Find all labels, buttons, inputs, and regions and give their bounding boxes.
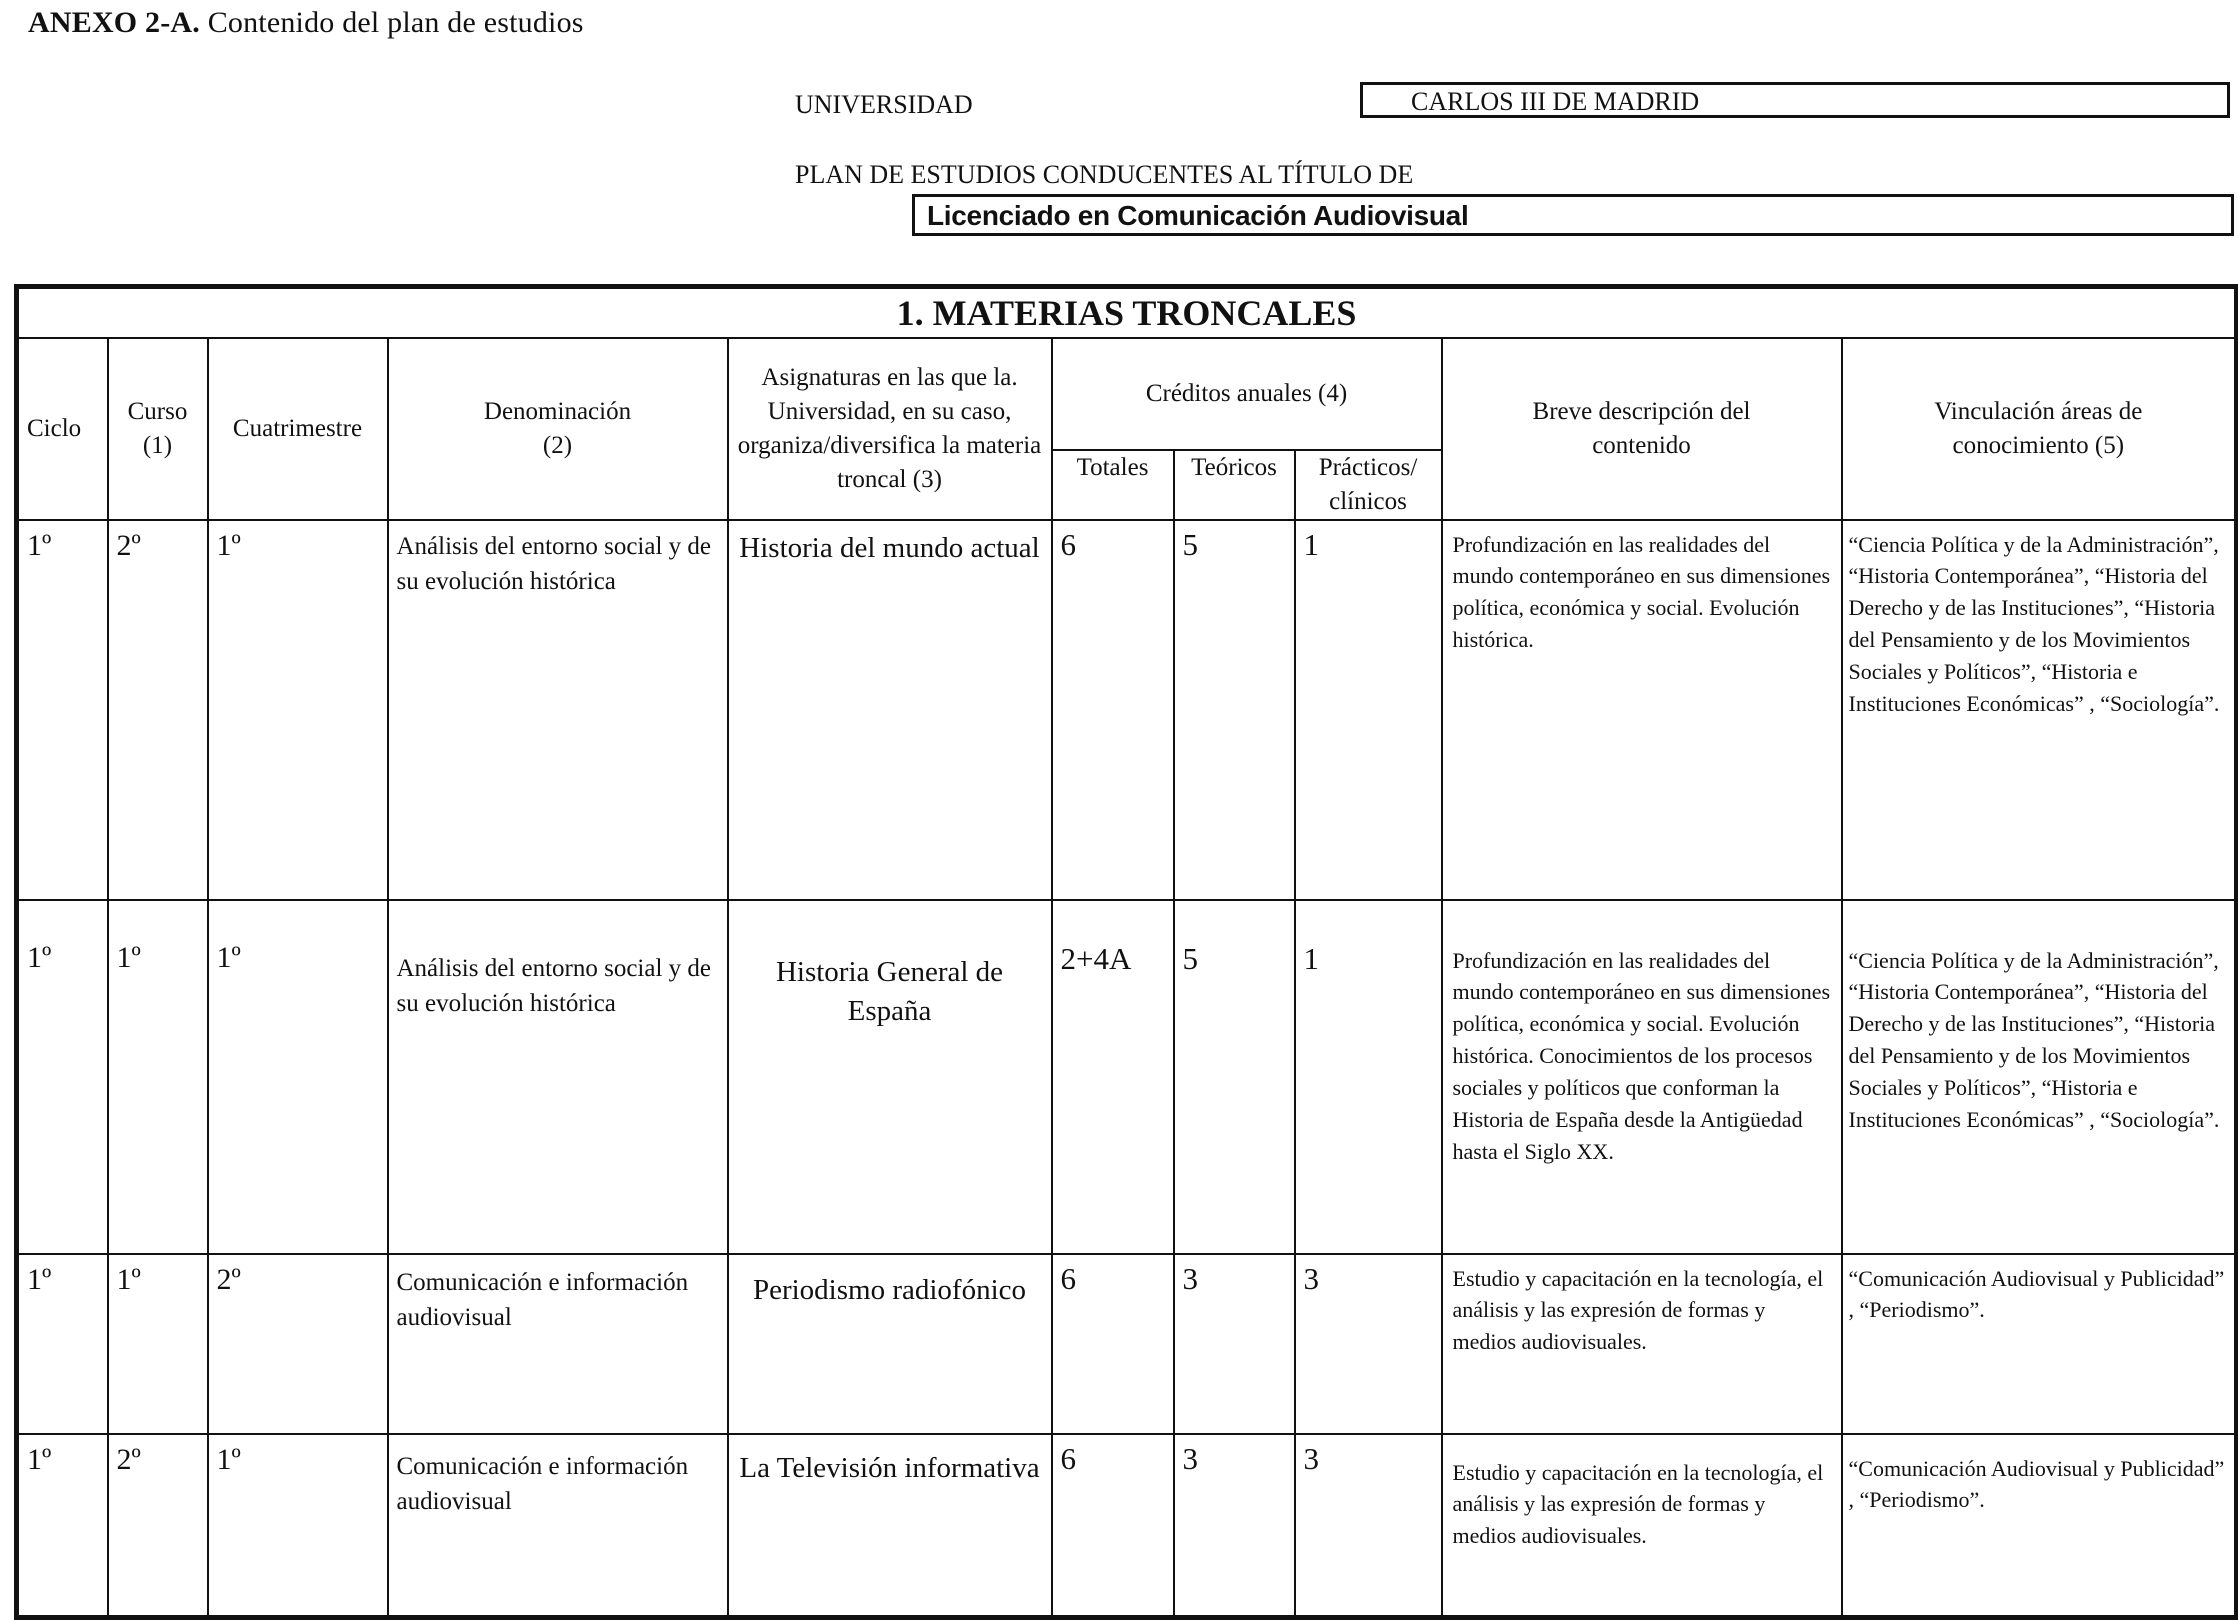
table-row (17, 900, 2237, 1254)
table-row (17, 1434, 2237, 1618)
cell-totales: 6 (1052, 1254, 1174, 1434)
cell-curso: 2º (108, 520, 208, 900)
col-cuatrimestre: Cuatrimestre (208, 338, 388, 520)
cell-asignatura: Periodismo radiofónico (728, 1254, 1052, 1434)
col-denominacion (388, 338, 728, 520)
cell-vinculacion: “Comunicación Audiovisual y Publicidad” , “Periodismo”. (1842, 1254, 2237, 1434)
cell-practicos: 1 (1295, 900, 1442, 1254)
col-vinculacion: Vinculación áreas de conocimiento (5) (1842, 338, 2237, 520)
col-ciclo: Ciclo (17, 338, 108, 520)
cell-denominacion: Comunicación e información audiovisual (388, 1434, 728, 1618)
university-value: CARLOS III DE MADRID (1360, 82, 2230, 118)
cell-curso: 1º (108, 1254, 208, 1434)
plan-label: PLAN DE ESTUDIOS CONDUCENTES AL TÍTULO DE (795, 160, 1414, 189)
cell-curso: 1º (108, 900, 208, 1254)
col-asignaturas: Asignaturas en las que la. Universidad, en su caso, organiza/diversifica la materia troncal (3) (728, 338, 1052, 520)
col-denominacion-label: Denominación (483, 398, 632, 425)
cell-asignatura: La Televisión informativa (728, 1434, 1052, 1618)
cell-ciclo: 1º (17, 520, 108, 900)
cell-totales: 6 (1052, 1434, 1174, 1618)
cell-cuatrimestre: 1º (208, 1434, 388, 1618)
cell-denominacion: Comunicación e información audiovisual (388, 1254, 728, 1434)
cell-cuatrimestre: 2º (208, 1254, 388, 1434)
cell-asignatura: Historia del mundo actual (728, 520, 1052, 900)
cell-vinculacion: “Comunicación Audiovisual y Publicidad” , “Periodismo”. (1842, 1434, 2237, 1618)
cell-descripcion: Estudio y capacitación en la tecnología, el análisis y las expresión de formas y medios audiovisuales. (1442, 1434, 1842, 1618)
col-totales: Totales (1052, 450, 1174, 520)
annex-heading (28, 6, 584, 40)
cell-cuatrimestre: 1º (208, 900, 388, 1254)
degree-title: Licenciado en Comunicación Audiovisual (912, 194, 2234, 236)
cell-practicos: 3 (1295, 1434, 1442, 1618)
cell-asignatura: Historia General de España (728, 900, 1052, 1254)
section-title: 1. MATERIAS TRONCALES (17, 287, 2237, 339)
cell-descripcion: Profundización en las realidades del mundo contemporáneo en sus dimensiones política, económica y social. Evolución histórica. (1442, 520, 1842, 900)
col-creditos: Créditos anuales (4) (1052, 338, 1442, 450)
cell-teoricos: 5 (1174, 520, 1295, 900)
cell-vinculacion: “Ciencia Política y de la Administración”, “Historia Contemporánea”, “Historia del Derecho y de las Instituciones”, “Historia del Pensamiento y de los Movimientos Sociales y Políticos”, “Historia e Instituciones Económicas” , “Sociología”. (1842, 900, 2237, 1254)
cell-practicos: 1 (1295, 520, 1442, 900)
cell-teoricos: 3 (1174, 1434, 1295, 1618)
cell-vinculacion: “Ciencia Política y de la Administración”, “Historia Contemporánea”, “Historia del Derecho y de las Instituciones”, “Historia del Pensamiento y de los Movimientos Sociales y Políticos”, “Historia e Instituciones Económicas” , “Sociología”. (1842, 520, 2237, 900)
col-curso-note: (1) (142, 431, 173, 459)
university-label: UNIVERSIDAD (795, 90, 973, 119)
col-practicos: Prácticos/ clínicos (1295, 450, 1442, 520)
cell-denominacion: Análisis del entorno social y de su evolución histórica (388, 900, 728, 1254)
col-teoricos: Teóricos (1174, 450, 1295, 520)
cell-descripcion: Profundización en las realidades del mundo contemporáneo en sus dimensiones política, económica y social. Evolución histórica. Conocimientos de los procesos sociales y políticos que conforman la Historia de España desde la Antigüedad hasta el Siglo XX. (1442, 900, 1842, 1254)
cell-curso: 2º (108, 1434, 208, 1618)
table-row (17, 1254, 2237, 1434)
cell-practicos: 3 (1295, 1254, 1442, 1434)
cell-totales: 2+4A (1052, 900, 1174, 1254)
table-row (17, 520, 2237, 900)
col-curso-label: Curso (127, 398, 188, 425)
cell-ciclo: 1º (17, 1254, 108, 1434)
col-denominacion-note: (2) (542, 431, 573, 459)
col-descripcion: Breve descripción del contenido (1442, 338, 1842, 520)
cell-denominacion: Análisis del entorno social y de su evolución histórica (388, 520, 728, 900)
cell-ciclo: 1º (17, 1434, 108, 1618)
cell-ciclo: 1º (17, 900, 108, 1254)
col-curso (108, 338, 208, 520)
annex-label: ANEXO 2-A. (28, 6, 200, 39)
cell-totales: 6 (1052, 520, 1174, 900)
materias-table (14, 284, 2238, 1620)
cell-descripcion: Estudio y capacitación en la tecnología, el análisis y las expresión de formas y medios audiovisuales. (1442, 1254, 1842, 1434)
cell-teoricos: 5 (1174, 900, 1295, 1254)
annex-text: Contenido del plan de estudios (200, 6, 584, 39)
cell-teoricos: 3 (1174, 1254, 1295, 1434)
cell-cuatrimestre: 1º (208, 520, 388, 900)
